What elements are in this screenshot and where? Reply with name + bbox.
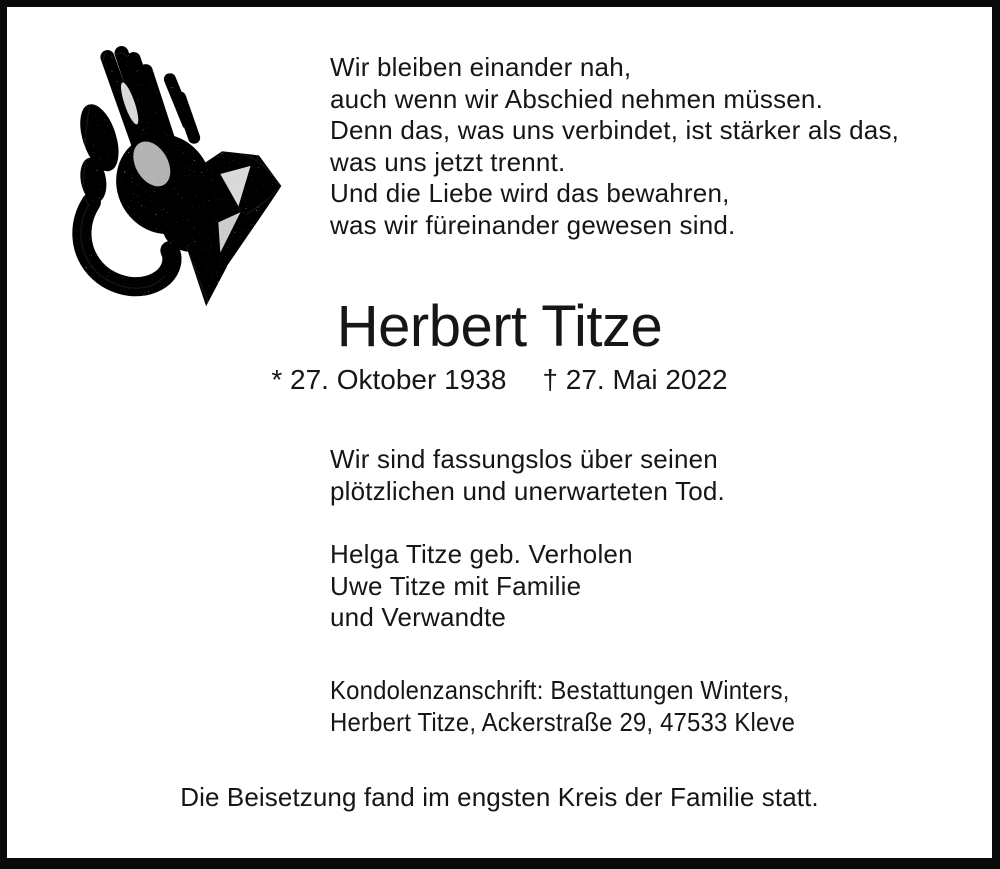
condolence-line: Kondolenzanschrift: Bestattungen Winters, <box>330 675 790 705</box>
mourners-list <box>330 539 633 634</box>
mourning-line: plötzlichen und unerwarteten Tod. <box>330 475 725 506</box>
death-date: † 27. Mai 2022 <box>542 364 728 395</box>
verse-line: Und die Liebe wird das bewahren, <box>330 178 730 208</box>
memorial-verse <box>330 52 899 241</box>
verse-line: was uns jetzt trennt. <box>330 146 566 177</box>
mourning-line: Wir sind fassungslos über seinen <box>330 444 718 474</box>
verse-line: auch wenn wir Abschied nehmen müssen. <box>330 83 824 114</box>
condolence-address <box>330 675 795 738</box>
mourner-line: und Verwandte <box>330 602 507 632</box>
life-dates <box>7 363 992 397</box>
mourning-text <box>330 444 725 507</box>
closing-line: Die Beisetzung fand im engsten Kreis der Familie statt. <box>180 782 819 812</box>
deceased-name: Herbert Titze <box>336 294 663 359</box>
verse-line: Wir bleiben einander nah, <box>330 52 632 82</box>
verse-line: Denn das, was uns verbindet, ist stärker als das, <box>330 115 900 145</box>
praying-hands-illustration <box>71 45 285 309</box>
birth-date: * 27. Oktober 1938 <box>271 364 507 395</box>
mourner-line: Helga Titze geb. Verholen <box>330 539 633 569</box>
condolence-line: Herbert Titze, Ackerstraße 29, 47533 Kleve <box>330 706 796 737</box>
praying-hands-icon <box>71 45 285 309</box>
verse-line: was wir füreinander gewesen sind. <box>330 209 736 240</box>
mourner-line: Uwe Titze mit Familie <box>330 570 582 601</box>
